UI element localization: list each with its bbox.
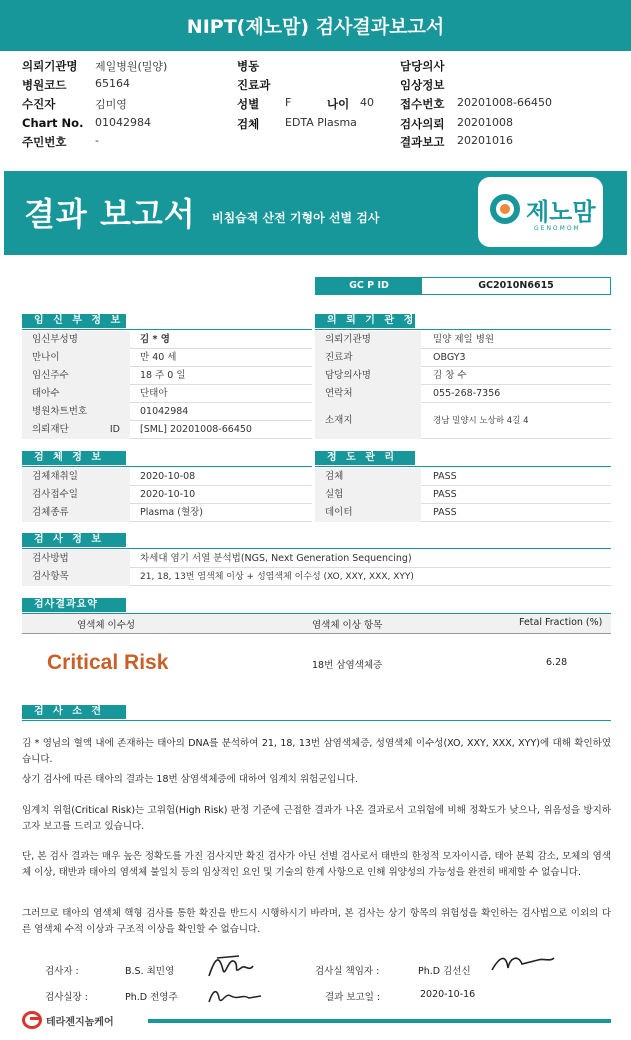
row-value: 21, 18, 13번 염색체 이상 + 성염색체 이수성 (XO, XXY, XXX, XYY)	[140, 572, 414, 582]
manager-name: Ph.D 김선신	[418, 966, 471, 977]
row-value: 김 * 영	[140, 334, 170, 345]
summary-col1: 염색체 이수성	[77, 620, 136, 631]
hospital-code-value: 65164	[95, 77, 130, 90]
resident-label: 주민번호	[22, 135, 67, 149]
age-value: 40	[360, 96, 374, 109]
director-signature	[205, 984, 265, 1008]
patient-info-header: 임 신 부 정 보	[22, 314, 126, 328]
finding-paragraph-1: 김 * 영님의 혈액 내에 존재하는 태아의 DNA를 분석하여 21, 18, 13번 삼염색체증, 성염색체 이수성(XO, XXY, XXX, XYY)에 대해 확인하였습니다.	[22, 738, 611, 765]
row-label: 담당의사명	[315, 367, 421, 385]
page-title: NIPT(제노맘) 검사결과보고서	[186, 16, 445, 38]
row-value: 밀양 제일 병원	[433, 334, 495, 345]
table-row	[315, 349, 611, 367]
finding-paragraph-3: 임계치 위험(Critical Risk)는 고위험(High Risk) 판정 기준에 근접한 결과가 나온 결과로서 고위험에 비해 정확도가 낮으나, 위음성을 방지하고자 보고를 드리고 있습니다.	[22, 805, 611, 832]
logo-dot-icon	[500, 204, 510, 214]
receipt-label: 접수번호	[400, 97, 445, 111]
patient-value: 김미영	[95, 98, 127, 111]
test-info-header: 검 사 정 보	[22, 533, 126, 547]
director-name: Ph.D 전영주	[125, 992, 178, 1003]
sex-label: 성별	[237, 97, 260, 111]
table-row	[22, 367, 312, 385]
findings-header: 검 사 소 견	[22, 705, 126, 719]
gcpid-box	[315, 277, 611, 295]
logo-sub: GENOMOM	[534, 225, 581, 232]
logo-name: 제노맘	[526, 198, 596, 226]
resident-value: -	[95, 134, 99, 147]
summary-col-header	[22, 614, 611, 634]
qc-info-header: 정 도 관 리	[315, 451, 415, 465]
row-value: 2020-10-10	[140, 489, 196, 500]
table-row	[315, 468, 611, 486]
row-label: 임신주수	[22, 367, 130, 385]
row-value: 2020-10-08	[140, 471, 196, 482]
receipt-value: 20201008-66450	[457, 96, 552, 109]
report-label: 결과보고	[400, 135, 445, 149]
table-row	[315, 385, 611, 403]
row-label: 검체	[315, 468, 421, 486]
company-name: 테라젠지놈케어	[46, 1017, 114, 1028]
fetal-fraction: 6.28	[546, 657, 568, 668]
table-row	[22, 385, 312, 403]
table-row	[315, 367, 611, 385]
finding-paragraph-4: 단, 본 검사 결과는 매우 높은 정확도를 가진 검사지만 확진 검사가 아닌 선별 검사로서 태반의 한정적 모자이시즘, 태아 분획 감소, 모체의 염색체 이상, 태반과 태아의 염색체 불일치 등의 임상적인 요인 및 기술의 한계 사항으로 인해 위양성의 가능성을 완전히 배제할 수 없습니다.	[22, 851, 611, 878]
row-label: 임신부성명	[22, 331, 130, 349]
ward-label: 병동	[237, 59, 260, 73]
institution-label: 의뢰기관명	[22, 59, 78, 73]
table-row	[22, 349, 312, 367]
finding-paragraph-2: 상기 검사에 따른 태아의 결과는 18번 삼염색체증에 대하여 임계치 위험군입니다.	[22, 774, 358, 785]
row-value: 01042984	[140, 406, 189, 417]
table-row	[315, 331, 611, 349]
row-label: 의뢰기관명	[315, 331, 421, 349]
company-logo-icon	[22, 1011, 42, 1029]
finding-paragraph-5: 그러므로 태아의 염색체 핵형 검사를 통한 확진을 반드시 시행하시기 바라며, 본 검사는 상기 항목의 위험성을 확인하는 검사법으로 이외의 다른 염색체 수적 이상과 구조적 이상을 확인할 수 없습니다.	[22, 908, 611, 935]
row-value: 055-268-7356	[433, 388, 501, 399]
chart-label: Chart No.	[22, 116, 84, 130]
table-row	[22, 331, 312, 349]
examiner-label: 검사자 :	[45, 966, 79, 977]
clinical-label: 임상정보	[400, 78, 445, 92]
age-label: 나이	[327, 97, 350, 111]
chart-value: 01042984	[95, 116, 151, 129]
summary-header: 검사결과요약	[22, 598, 126, 612]
row-label: 검사항목	[22, 568, 130, 586]
examiner-signature	[205, 948, 257, 982]
specimen-value: EDTA Plasma	[285, 116, 357, 129]
row-value: Plasma (혈장)	[140, 507, 204, 518]
risk-item: 18번 삼염색체증	[312, 660, 383, 671]
table-row	[22, 421, 312, 439]
row-value: 경남 밀양시 노상하 4길 4	[433, 416, 529, 426]
table-row	[22, 468, 312, 486]
request-value: 20201008	[457, 116, 513, 129]
row-label: 검사방법	[22, 550, 130, 568]
row-label: 검체채취일	[22, 468, 130, 486]
row-label: 의뢰재단 ID	[22, 421, 130, 439]
specimen-info-header: 검 체 정 보	[22, 451, 126, 465]
row-value: 만 40 세	[140, 352, 177, 363]
row-label: 데이터	[315, 504, 421, 522]
gcpid-label: GC P ID	[316, 278, 422, 294]
specimen-label: 검체	[237, 117, 260, 131]
inst-info-header: 의 뢰 기 관 정 보	[315, 314, 415, 328]
row-value: 김 창 수	[433, 370, 467, 381]
row-value: 18 주 0 일	[140, 370, 186, 381]
summary-col2: 염색체 이상 항목	[312, 620, 383, 631]
manager-signature	[488, 950, 558, 976]
table-row	[315, 504, 611, 522]
genomom-logo	[478, 177, 603, 247]
report-banner	[4, 171, 627, 255]
report-value: 20201016	[457, 134, 513, 147]
row-label: 실험	[315, 486, 421, 504]
row-value: [SML] 20201008-66450	[140, 424, 252, 435]
row-value: 차세대 염기 서열 분석법(NGS, Next Generation Sequencing)	[140, 553, 412, 564]
footer-line	[148, 1019, 611, 1023]
table-row	[315, 486, 611, 504]
table-row	[22, 486, 312, 504]
banner-title: 결과 보고서	[24, 195, 196, 233]
table-row	[22, 568, 611, 586]
table-row	[22, 550, 611, 568]
manager-label: 검사실 책임자 :	[315, 966, 380, 977]
report-date-label: 결과 보고일 :	[325, 992, 381, 1003]
examiner-name: B.S. 최민영	[125, 966, 175, 977]
request-label: 검사의뢰	[400, 117, 445, 131]
row-value: PASS	[433, 507, 457, 518]
table-row	[22, 504, 312, 522]
table-row	[315, 403, 611, 439]
row-value: PASS	[433, 471, 457, 482]
row-label: 검사접수일	[22, 486, 130, 504]
patient-label: 수진자	[22, 97, 56, 111]
sex-value: F	[285, 96, 292, 109]
row-label: 만나이	[22, 349, 130, 367]
row-label: 소재지	[315, 403, 421, 439]
hospital-code-label: 병원코드	[22, 78, 67, 92]
institution-value: 제일병원(밀양)	[95, 60, 168, 73]
row-label: 태아수	[22, 385, 130, 403]
risk-result: Critical Risk	[47, 651, 169, 674]
title-bar	[0, 0, 631, 54]
row-value: OBGY3	[433, 352, 466, 363]
row-label: 병원차트번호	[22, 403, 130, 421]
director-label: 검사실장 :	[45, 992, 88, 1003]
doctor-label: 담당의사	[400, 59, 445, 73]
report-date: 2020-10-16	[420, 989, 476, 1000]
gcpid-value: GC2010N6615	[478, 280, 554, 291]
row-label: 진료과	[315, 349, 421, 367]
banner-subtitle: 비침습적 산전 기형아 선별 검사	[212, 211, 380, 225]
row-label: 검체종류	[22, 504, 130, 522]
table-row	[22, 403, 312, 421]
dept-label: 진료과	[237, 78, 271, 92]
summary-col3: Fetal Fraction (%)	[519, 617, 603, 628]
row-value: PASS	[433, 489, 457, 500]
row-value: 단태아	[140, 388, 168, 399]
row-label: 연락처	[315, 385, 421, 403]
